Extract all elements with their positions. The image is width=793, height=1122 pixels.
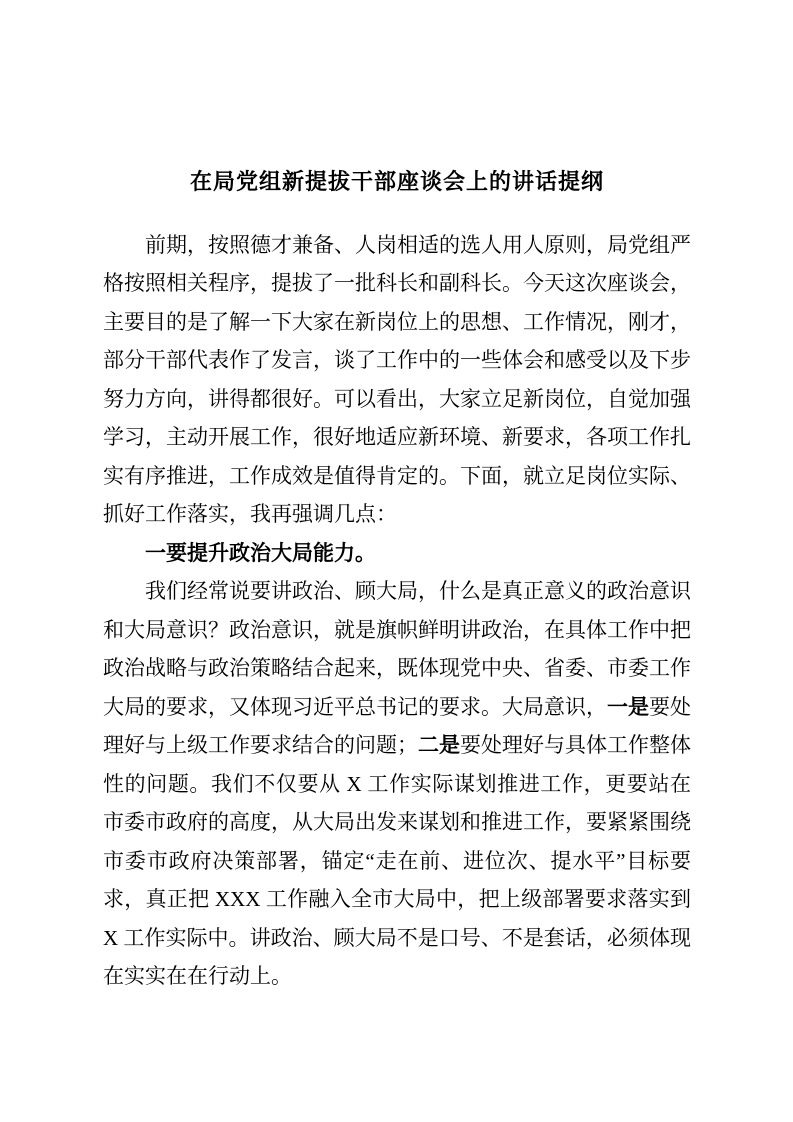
text-run: 一要提升政治大局能力。 <box>145 540 376 565</box>
text-run: 我们经常说要讲政治、顾大局，什么是真正意义的政治意识和大局意识？政治意识，就是旗帜鲜明讲政治，在具体工作中把政治战略与政治策略结合起来，既体现党中央、省委、市委工作大局的要求，又体现习近平总书记的要求。大局意识， <box>103 579 691 719</box>
text-run: 要处理好与具体工作整体性的问题。我们不仅要从 X 工作实际谋划推进工作，更要站在市委市政府的高度，从大局出发来谋划和推进工作，要紧紧围绕市委市政府决策部署，锚定“走在前、进位次、提水平”目标要求，真正把 XXX 工作融入全市大局中，把上级部署要求落实到 X 工作实际中。讲政治、顾大局不是口号、不是套话，必须体现在实实在在行动上。 <box>103 733 691 988</box>
document-title: 在局党组新提拔干部座谈会上的讲话提纲 <box>189 169 604 194</box>
section-heading <box>103 534 691 573</box>
paragraph <box>103 226 691 534</box>
text-run: 要处理好与上级工作要求结合的问题； <box>103 694 691 757</box>
text-run: 一是 <box>607 694 649 719</box>
document-body <box>103 226 691 996</box>
text-run: 前期，按照德才兼备、人岗相适的选人用人原则，局党组严格按照相关程序，提拔了一批科长和副科长。今天这次座谈会，主要目的是了解一下大家在新岗位上的思想、工作情况，刚才，部分干部代表作了发言，谈了工作中的一些体会和感受以及下步努力方向，讲得都很好。可以看出，大家立足新岗位，自觉加强学习，主动开展工作，很好地适应新环境、新要求，各项工作扎实有序推进，工作成效是值得肯定的。下面，就立足岗位实际、抓好工作落实，我再强调几点： <box>103 232 691 526</box>
text-run: 二是 <box>418 733 460 757</box>
paragraph <box>103 572 691 996</box>
